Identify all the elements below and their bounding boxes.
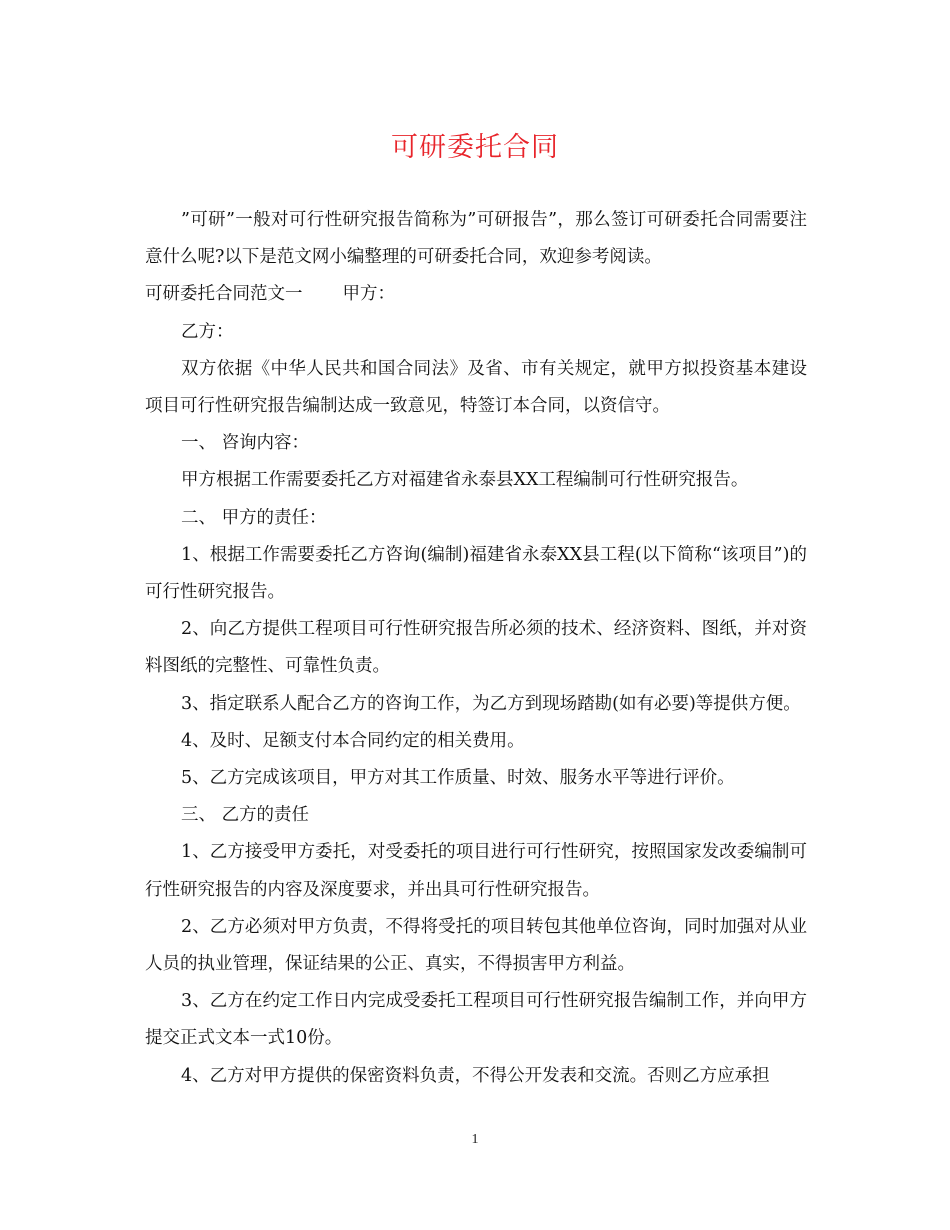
clause-paragraph: 1、乙方接受甲方委托，对受委托的项目进行可行性研究，按照国家发改委编制可行性研究报告的内容及深度要求，并出具可行性研究报告。 [145,842,807,900]
clause-paragraph: 2、向乙方提供工程项目可行性研究报告所必须的技术、经济资料、图纸，并对资料图纸的完整性、可靠性负责。 [145,619,807,677]
sample-heading-line [145,276,807,313]
page-number: 1 [471,1132,479,1147]
clause-paragraph: 2、乙方必须对甲方负责，不得将受托的项目转包其他单位咨询，同时加强对从业人员的执业管理，保证结果的公正、真实，不得损害甲方利益。 [145,916,807,975]
preamble-paragraph: 双方依据《中华人民共和国合同法》及省、市有关规定，就甲方拟投资基本建设项目可行性研究报告编制达成一致意见，特签订本合同，以资信守。 [145,358,807,417]
clause-paragraph: 5、乙方完成该项目，甲方对其工作质量、时效、服务水平等进行评价。 [181,768,735,789]
clause-paragraph: 3、乙方在约定工作日内完成受委托工程项目可行性研究报告编制工作，并向甲方提交正式文本一式10份。 [145,991,807,1049]
section-heading-2: 二、 甲方的责任： [181,507,327,528]
clause-paragraph: 4、及时、足额支付本合同约定的相关费用。 [181,730,525,751]
party-b-label: 乙方： [181,321,234,342]
document-body [145,202,807,1095]
section-1-paragraph: 甲方根据工作需要委托乙方对福建省永泰县XX工程编制可行性研究报告。 [181,470,749,491]
intro-paragraph: ”可研”一般对可行性研究报告简称为”可研报告”，那么签订可研委托合同需要注意什么呢?以下是范文网小编整理的可研委托合同，欢迎参考阅读。 [145,210,807,268]
document-title: 可研委托合同 [391,132,559,163]
clause-paragraph: 4、乙方对甲方提供的保密资料负责，不得公开发表和交流。否则乙方应承担 [181,1065,770,1086]
section-heading-1: 一、 咨询内容： [181,433,310,454]
clause-paragraph: 1、根据工作需要委托乙方咨询(编制)福建省永泰XX县工程(以下简称“该项目”)的可行性研究报告。 [145,544,807,603]
clause-paragraph: 3、指定联系人配合乙方的咨询工作，为乙方到现场踏勘(如有必要)等提供方便。 [181,693,801,714]
party-a-label: 甲方： [342,284,395,305]
sample-heading: 可研委托合同范文一 [145,284,303,305]
section-heading-3: 三、 乙方的责任 [181,805,310,826]
